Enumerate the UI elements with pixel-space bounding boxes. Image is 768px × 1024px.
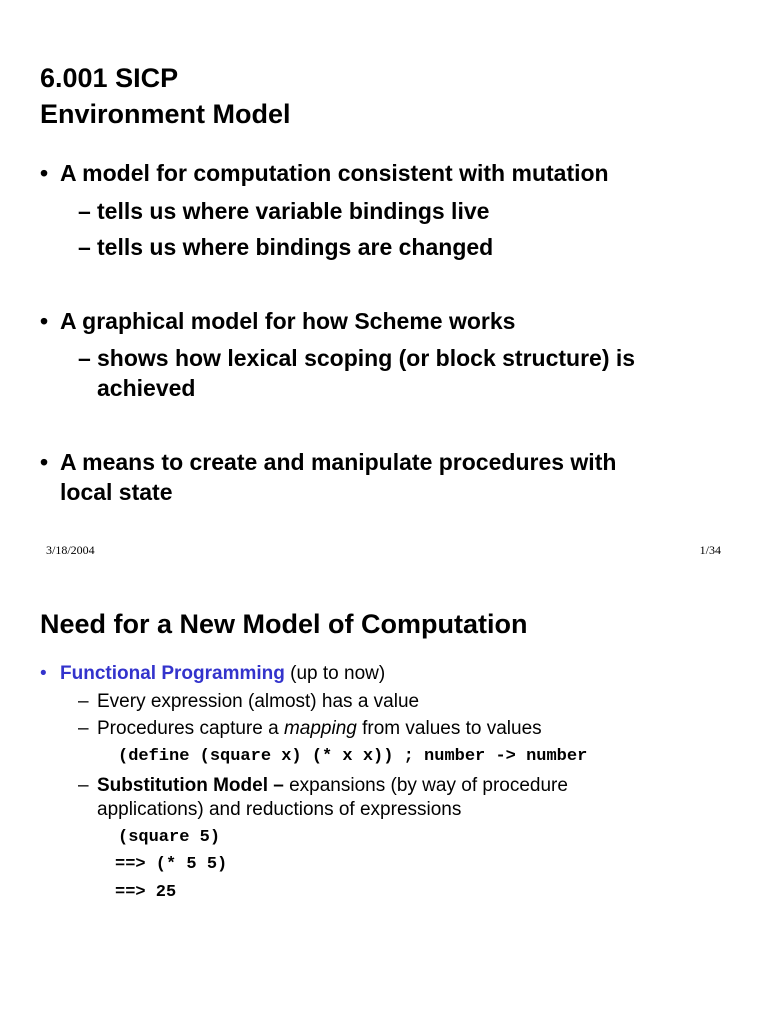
slide-title-course: 6.001 SICP — [40, 63, 179, 93]
bullet-glyph: • — [40, 160, 49, 186]
dash-glyph: – — [78, 198, 91, 224]
sub-bullet-bindings-live: tells us where variable bindings live — [97, 198, 490, 224]
sub-bullet-substitution-model — [97, 774, 568, 798]
dash-glyph: – — [78, 775, 89, 796]
bullet-glyph: • — [40, 449, 49, 475]
bullet-functional-programming — [60, 662, 385, 686]
dash-glyph: – — [78, 345, 91, 371]
bullet-local-state-cont: local state — [60, 479, 173, 505]
footer-page-number: 1/34 — [699, 543, 721, 557]
code-result: ==> 25 — [115, 883, 177, 902]
dash-glyph: – — [78, 234, 91, 260]
bullet-local-state: A means to create and manipulate procedures with — [60, 449, 617, 475]
mapping-prefix: Procedures capture a — [97, 718, 284, 739]
substitution-model-desc: expansions (by way of procedure — [283, 775, 568, 796]
mapping-emphasis: mapping — [283, 718, 357, 739]
bullet-mutation-model: A model for computation consistent with mutation — [60, 160, 609, 186]
footer-date: 3/18/2004 — [46, 543, 95, 557]
bullet-glyph: • — [40, 308, 49, 334]
sub-bullet-substitution-model-cont: applications) and reductions of expressions — [97, 799, 462, 820]
bullet-graphical-model: A graphical model for how Scheme works — [60, 308, 516, 334]
functional-programming-note: (up to now) — [284, 663, 386, 684]
functional-programming-label: Functional Programming — [60, 663, 285, 684]
substitution-model-label: Substitution Model – — [97, 775, 284, 796]
sub-bullet-lexical-scoping: shows how lexical scoping (or block structure) is — [97, 345, 636, 371]
mapping-suffix: from values to values — [356, 718, 542, 739]
slide-title-topic: Environment Model — [40, 99, 291, 129]
dash-glyph: – — [78, 691, 89, 712]
sub-bullet-every-expression: Every expression (almost) has a value — [97, 691, 420, 712]
dash-glyph: – — [78, 718, 89, 739]
code-define-square: (define (square x) (* x x)) ; number -> number — [118, 747, 588, 766]
sub-bullet-lexical-scoping-cont: achieved — [97, 375, 196, 401]
sub-bullet-bindings-changed: tells us where bindings are changed — [97, 234, 494, 260]
bullet-glyph: • — [40, 663, 47, 684]
sub-bullet-procedures-mapping — [97, 717, 542, 741]
code-square-call: (square 5) — [118, 828, 221, 847]
code-expansion: ==> (* 5 5) — [115, 855, 228, 874]
slide-title-new-model: Need for a New Model of Computation — [40, 609, 528, 639]
